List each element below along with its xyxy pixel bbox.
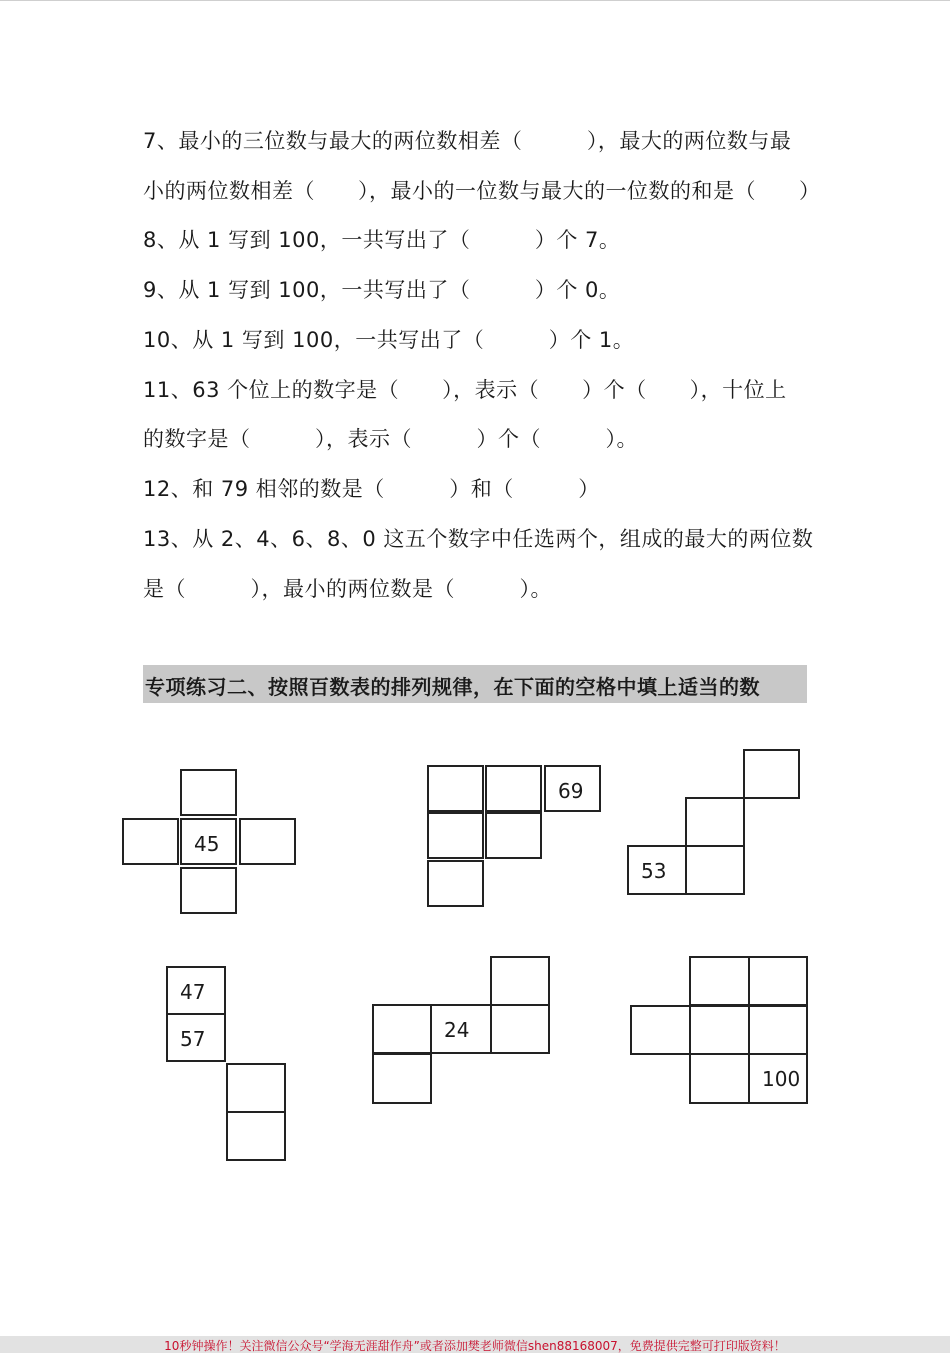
grid-cell xyxy=(689,1005,750,1055)
grid-cell xyxy=(490,1004,550,1054)
grid-cell xyxy=(627,845,687,895)
grid-cell xyxy=(226,1063,286,1113)
grid-cell xyxy=(748,1005,808,1055)
top-border xyxy=(0,0,950,1)
grid-cell-value: 24 xyxy=(444,1018,470,1042)
grid-cell xyxy=(226,1111,286,1161)
grid-cell xyxy=(485,765,542,812)
grid-cell xyxy=(743,749,800,799)
question-11-line-1: 11、63 个位上的数字是（ ），表示（ ）个（ ），十位上 xyxy=(143,378,787,402)
grid-cell xyxy=(166,1013,226,1062)
footer-banner xyxy=(0,1336,950,1353)
question-7-line-2: 小的两位数相差（ ），最小的一位数与最大的一位数的和是（ ） xyxy=(143,179,821,203)
grid-cell xyxy=(689,1053,750,1104)
grid-cell xyxy=(485,812,542,859)
grid-cell xyxy=(685,797,745,847)
question-10: 10、从 1 写到 100，一共写出了（ ）个 1。 xyxy=(143,328,635,352)
question-7-line-1: 7、最小的三位数与最大的两位数相差（ ），最大的两位数与最 xyxy=(143,129,792,153)
grid-cell xyxy=(166,966,226,1015)
question-12: 12、和 79 相邻的数是（ ）和（ ） xyxy=(143,477,600,501)
grid-cell-value: 69 xyxy=(558,779,584,803)
grid-cell xyxy=(180,867,237,914)
grid-cell xyxy=(544,765,601,812)
grid-cell xyxy=(430,1004,492,1054)
grid-cell xyxy=(427,812,484,859)
question-9: 9、从 1 写到 100，一共写出了（ ）个 0。 xyxy=(143,278,621,302)
grid-cell-value: 45 xyxy=(194,832,220,856)
grid-cell xyxy=(180,818,237,865)
grid-cell xyxy=(372,1004,432,1054)
grid-cell xyxy=(427,860,484,907)
section-title: 专项练习二、按照百数表的排列规律，在下面的空格中填上适当的数 xyxy=(145,675,760,699)
grid-cell xyxy=(239,818,296,865)
grid-cell-value: 57 xyxy=(180,1027,206,1051)
grid-cell xyxy=(685,845,745,895)
question-8: 8、从 1 写到 100，一共写出了（ ）个 7。 xyxy=(143,228,621,252)
grid-cell xyxy=(748,956,808,1006)
question-13-line-2: 是（ ），最小的两位数是（ ）。 xyxy=(143,577,552,601)
section-title-bar xyxy=(143,665,807,703)
grid-cell xyxy=(490,956,550,1006)
grid-cell xyxy=(122,818,179,865)
grid-cell xyxy=(630,1005,691,1055)
grid-cell xyxy=(748,1053,808,1104)
grid-cell xyxy=(689,956,750,1006)
footer-text: 10秒钟操作！关注微信公众号“学海无涯甜作舟”或者添加樊老师微信shen88168007，免费提供完整可打印版资料！ xyxy=(164,1339,786,1353)
question-13-line-1: 13、从 2、4、6、8、0 这五个数字中任选两个，组成的最大的两位数 xyxy=(143,527,814,551)
grid-cell-value: 53 xyxy=(641,859,667,883)
grid-cell-value: 47 xyxy=(180,980,206,1004)
grid-cell xyxy=(427,765,484,812)
question-11-line-2: 的数字是（ ），表示（ ）个（ ）。 xyxy=(143,427,638,451)
grid-cell xyxy=(372,1053,432,1104)
grid-cell-value: 100 xyxy=(762,1067,801,1091)
grid-cell xyxy=(180,769,237,816)
